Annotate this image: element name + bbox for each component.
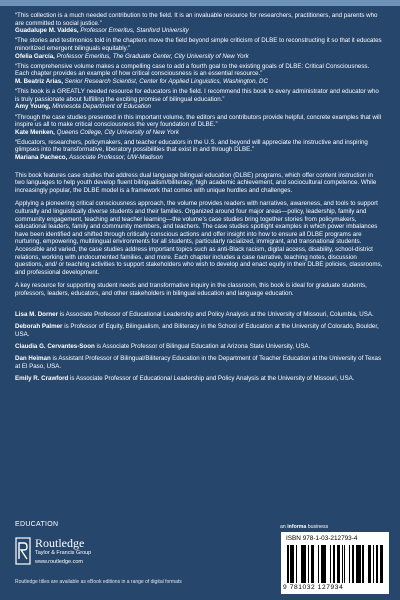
description-paragraph: Applying a pioneering critical consciousness approach, the volume provides readers with narratives, awareness, and tools to support culturally and linguistically diverse students and their families. Organized around four major areas—policy, leadership, family and community engagement, teaching and teacher learning—the volume’s case studies bring together stories from policymakers, educational leaders, family and community members, and teachers. The case studies spotlight examples in which power imbalances have been identified and shifted through critically conscious actions and offer insight into how to ensure all DLBE programs are nurturing, empowering, multilingual environments for all students, particularly racialized, immigrant, and transnational students. Accessible and varied, the case studies address important topics such as anti-Black racism, digital access, disability, school-district relations, working with undocumented families, and more. Each chapter includes a case narrative, teaching notes, discussion questions, and/ or teaching activities to support stakeholders who wish to develop and enact equity in their DLBE policies, classrooms, and professional development.	[15, 200, 383, 276]
barcode-bar	[304, 545, 306, 583]
endorser-name: Mariana Pacheco,	[15, 154, 68, 162]
endorsement-quote: “This book is a GREATLY needed resource for educators in the field. I recommend this book to every administrator and educator who is truly passionate about fulfilling the exciting promise of bilingual education.”	[15, 88, 379, 103]
barcode-bar	[338, 545, 340, 583]
informa-suffix: business	[307, 524, 329, 530]
ebook-note: Routledge titles are available as eBook editions in a range of digital formats	[15, 579, 182, 585]
routledge-logo-icon	[15, 537, 31, 565]
isbn-barcode	[281, 532, 389, 594]
description-paragraph: This book features case studies that address dual language bilingual education (DLBE) programs, which offer content instruction in two languages to help youth develop fluent bilingualism/biliteracy, high academic achievement, and sociocultural competence. While increasingly popular, the DLBE model is a framework that comes with unique hurdles and challenges.	[15, 171, 377, 194]
informa-business-mark	[280, 524, 328, 530]
author-name: Dan Heiman	[15, 355, 51, 363]
barcode-bars	[287, 545, 383, 583]
endorsement-quote: “Through the case studies presented in this important volume, the editors and contributors provide helpful, concrete examples that will inspire us all to make critical consciousness the very foundation of DLBE.”	[15, 113, 381, 129]
author-name: Lisa M. Dorner	[15, 310, 58, 318]
barcode-bar	[381, 545, 383, 583]
barcode-bar	[318, 545, 320, 583]
author-bio	[15, 343, 383, 351]
cover-text-area	[15, 12, 383, 388]
endorser-name: Ofelia García,	[15, 52, 55, 60]
endorser-affiliation: Minnesota Department of Education	[52, 103, 151, 111]
book-description	[15, 172, 383, 298]
subject-category: EDUCATION	[15, 521, 59, 528]
endorsement-quote: “This collection is a much needed contribution to the field. It is an invaluable resource for researchers, practitioners, and parents who are committed to social justice.”	[15, 12, 378, 27]
publisher-group: Taylor & Francis Group	[35, 550, 92, 556]
informa-prefix: an	[280, 524, 286, 530]
barcode-bar	[359, 545, 361, 583]
description-paragraph: A key resource for supporting student needs and transformative inquiry in the classroom, this book is ideal for graduate students, professors, leaders, educators, and other stakeholders in bilingual education and language education.	[15, 282, 367, 297]
barcode-bar	[362, 545, 364, 583]
endorser-name: Kate Menken,	[15, 128, 55, 136]
author-bio	[15, 323, 383, 338]
barcode-bar	[376, 545, 378, 583]
endorsement-attribution	[15, 27, 383, 35]
endorsement-quote: “Educators, researchers, policymakers, and teacher educators in the U.S. and beyond will appreciate the instructive and inspiring glimpses into the transformative, liberatory possibilities that exist in and through DLBE.”	[15, 138, 368, 154]
author-name: Claudia G. Cervantes-Soon	[15, 342, 95, 350]
endorser-name: M. Beatriz Arias,	[15, 77, 63, 85]
author-bio-text: is Associate Professor of Educational Leadership and Policy Analysis at the University of Missouri, Columbia, USA.	[59, 310, 374, 318]
barcode-bar	[369, 545, 371, 583]
endorsement	[15, 139, 383, 162]
author-bio-text: is Professor of Equity, Bilingualism, and Biliteracy in the School of Education at the University of Colorado, Boulder, USA.	[15, 322, 379, 338]
endorsement	[15, 12, 383, 35]
barcode-bar	[308, 545, 310, 583]
endorser-name: Amy Young,	[15, 103, 51, 111]
publisher-url: www.routledge.com	[35, 559, 83, 565]
barcode-bar	[333, 545, 335, 583]
endorsement	[15, 88, 383, 111]
endorsement-quote: “This comprehensive volume makes a compelling case to add a fourth goal to the existing goals of DLBE: Critical Consciousness. Each chapter provides an example of how critical consciousness is an essential resource.”	[15, 62, 370, 78]
endorsements	[15, 12, 383, 162]
author-name: Emily R. Crawford	[15, 375, 69, 383]
barcode-bar	[344, 545, 346, 583]
endorsement-attribution	[15, 78, 383, 86]
barcode-digits: 9 781032 127934	[283, 584, 344, 591]
barcode-bar	[313, 545, 315, 583]
barcode-bar	[373, 545, 375, 583]
endorser-affiliation: Professor Emeritus, Stanford University	[80, 27, 189, 35]
endorser-affiliation: Associate Professor, UW-Madison	[69, 154, 163, 162]
author-bio-text: is Assistant Professor of Bilingual/Biliteracy Education in the Department of Teacher Education at the University of Texas at El Paso, USA.	[15, 355, 382, 370]
author-bio	[15, 375, 383, 383]
author-bio-text: is Associate Professor of Educational Leadership and Policy Analysis at the University of Missouri, USA.	[70, 375, 355, 383]
barcode-bar	[352, 545, 354, 583]
author-bio-text: is Associate Professor of Bilingual Education at Arizona State University, USA.	[96, 342, 311, 350]
barcode-bar	[330, 545, 332, 583]
endorsement	[15, 114, 383, 137]
endorsement-attribution	[15, 154, 383, 162]
endorser-name: Guadalupe M. Valdés,	[15, 27, 79, 35]
endorsement	[15, 63, 383, 86]
author-bio	[15, 355, 383, 370]
author-bio	[15, 311, 383, 319]
barcode-bar	[287, 545, 289, 583]
barcode-bar	[349, 545, 351, 583]
endorsement-attribution	[15, 53, 383, 61]
endorsement-attribution	[15, 129, 383, 137]
informa-brand: informa	[287, 524, 307, 530]
author-bios	[15, 311, 383, 383]
author-name: Deborah Palmer	[15, 322, 63, 330]
publisher-name: Routledge	[35, 536, 85, 550]
endorsement	[15, 37, 383, 60]
barcode-bar	[292, 545, 294, 583]
barcode-bar	[325, 545, 327, 583]
endorser-affiliation: Professor Emeritus, The Graduate Center, City University of New York	[56, 52, 249, 60]
endorsement-attribution	[15, 103, 383, 111]
top-accent-band	[0, 0, 400, 6]
endorsement-quote: “The stories and testimonios told in the chapters move the field beyond simple criticism of DLBE to reconstructing it so that it educates minoritized emergent bilinguals equitably.”	[15, 37, 382, 52]
isbn-number: ISBN 978-1-03-212793-4	[286, 535, 358, 542]
endorser-affiliation: Senior Research Scientist, Center for Applied Linguistics, Washington, DC	[64, 77, 268, 85]
publisher-logo	[15, 535, 130, 571]
endorser-affiliation: Queens College, City University of New York	[56, 128, 179, 136]
barcode-bar	[296, 545, 298, 583]
